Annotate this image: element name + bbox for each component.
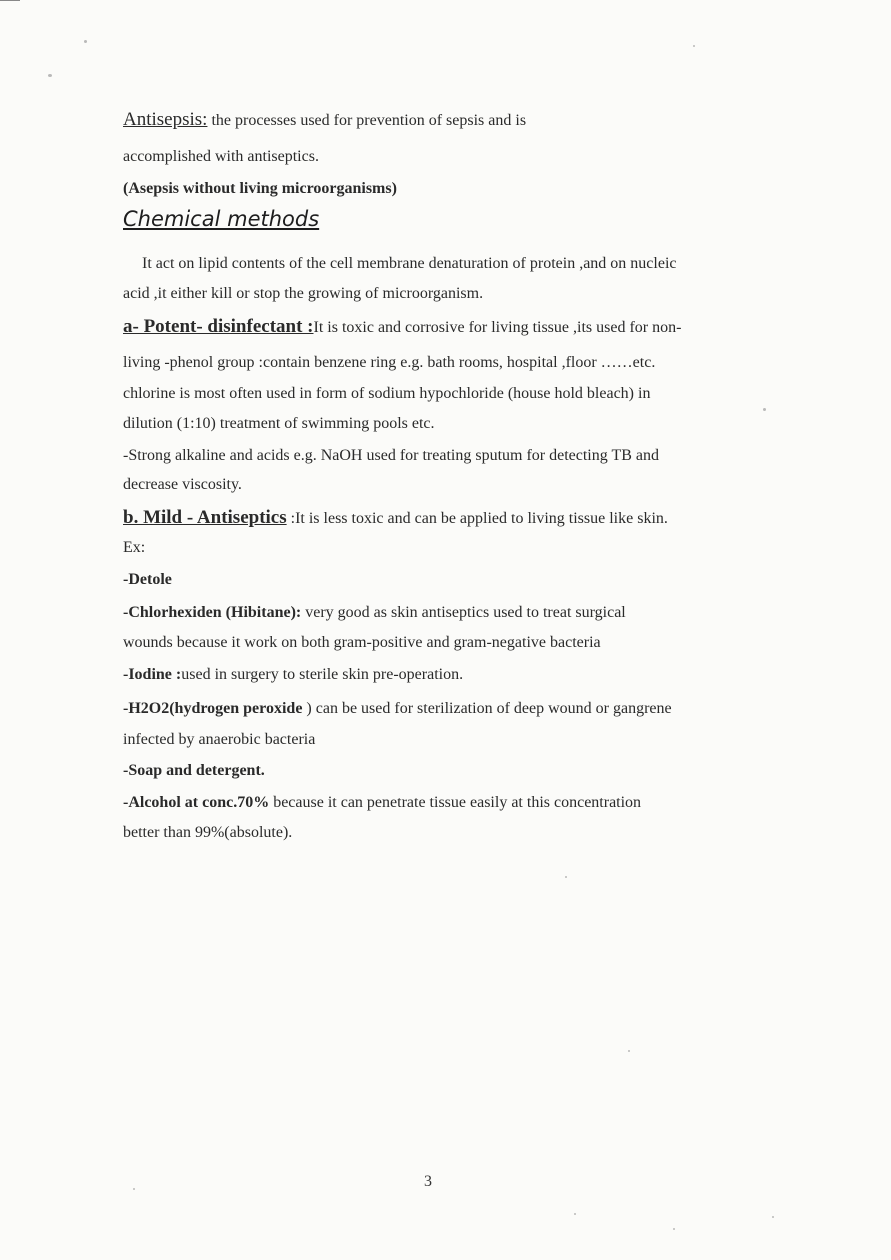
detole-item: -Detole: [123, 571, 172, 588]
chlorhexiden-line-2: wounds because it work on both gram-positive and gram-negative bacteria: [123, 634, 601, 651]
chemical-intro-line-1: It act on lipid contents of the cell membrane denaturation of protein ,and on nucleic: [142, 255, 677, 272]
alcohol-term: -Alcohol at conc.70%: [123, 794, 270, 811]
mild-ex: Ex:: [123, 539, 146, 556]
mild-text: :It is less toxic and can be applied to living tissue like skin.: [290, 510, 668, 527]
potent-text: It is toxic and corrosive for living tissue ,its used for non-: [313, 319, 682, 336]
scan-speck: [673, 1228, 675, 1230]
chemical-intro-line-2: acid ,it either kill or stop the growing of microorganism.: [123, 285, 484, 302]
h2o2-line-2: infected by anaerobic bacteria: [123, 731, 316, 748]
scan-edge-mark: [0, 0, 20, 1]
potent-line-3: chlorine is most often used in form of sodium hypochloride (house hold bleach) in: [123, 385, 651, 402]
alcohol-line-1: [123, 793, 641, 813]
antisepsis-line-1: [123, 110, 526, 131]
page-number: 3: [424, 1173, 432, 1190]
iodine-line: [123, 665, 463, 685]
scan-speck: [574, 1213, 576, 1215]
scan-speck: [48, 74, 52, 77]
scan-speck: [693, 45, 695, 47]
alcohol-text: because it can penetrate tissue easily at this concentration: [273, 794, 642, 811]
antisepsis-line-2: accomplished with antiseptics.: [123, 148, 319, 165]
alcohol-line-2: better than 99%(absolute).: [123, 824, 293, 841]
chlorhexiden-line-1: [123, 603, 626, 623]
iodine-term: -Iodine :: [123, 666, 182, 683]
scan-speck: [84, 40, 87, 43]
potent-disinfectant-term: a- Potent- disinfectant :: [123, 316, 314, 337]
antisepsis-term: Antisepsis:: [123, 109, 208, 130]
scan-speck: [763, 408, 766, 411]
chemical-methods-heading: Chemical methods: [123, 207, 320, 231]
potent-line-1: [123, 317, 681, 338]
scan-speck: [565, 876, 567, 878]
scan-speck: [628, 1050, 630, 1052]
h2o2-text: ) can be used for sterilization of deep wound or gangrene: [306, 700, 672, 717]
h2o2-line-1: [123, 699, 672, 719]
mild-line-1: [123, 508, 668, 529]
potent-line-4: dilution (1:10) treatment of swimming pools etc.: [123, 415, 435, 432]
chlorhexiden-term: -Chlorhexiden (Hibitane):: [123, 604, 302, 621]
scan-speck: [772, 1216, 774, 1218]
iodine-text: used in surgery to sterile skin pre-operation.: [181, 666, 464, 683]
potent-line-6: decrease viscosity.: [123, 476, 242, 493]
soap-item: -Soap and detergent.: [123, 762, 265, 779]
mild-antiseptics-term: b. Mild - Antiseptics: [123, 507, 287, 528]
scan-speck: [133, 1188, 135, 1190]
chlorhexiden-text: very good as skin antiseptics used to treat surgical: [305, 604, 626, 621]
antisepsis-definition: the processes used for prevention of sepsis and is: [211, 112, 527, 129]
potent-line-5: -Strong alkaline and acids e.g. NaOH used for treating sputum for detecting TB and: [123, 447, 660, 464]
asepsis-note: (Asepsis without living microorganisms): [123, 180, 397, 197]
potent-line-2: living -phenol group :contain benzene ring e.g. bath rooms, hospital ,floor ……etc.: [123, 354, 656, 371]
h2o2-term: -H2O2(hydrogen peroxide: [123, 700, 303, 717]
